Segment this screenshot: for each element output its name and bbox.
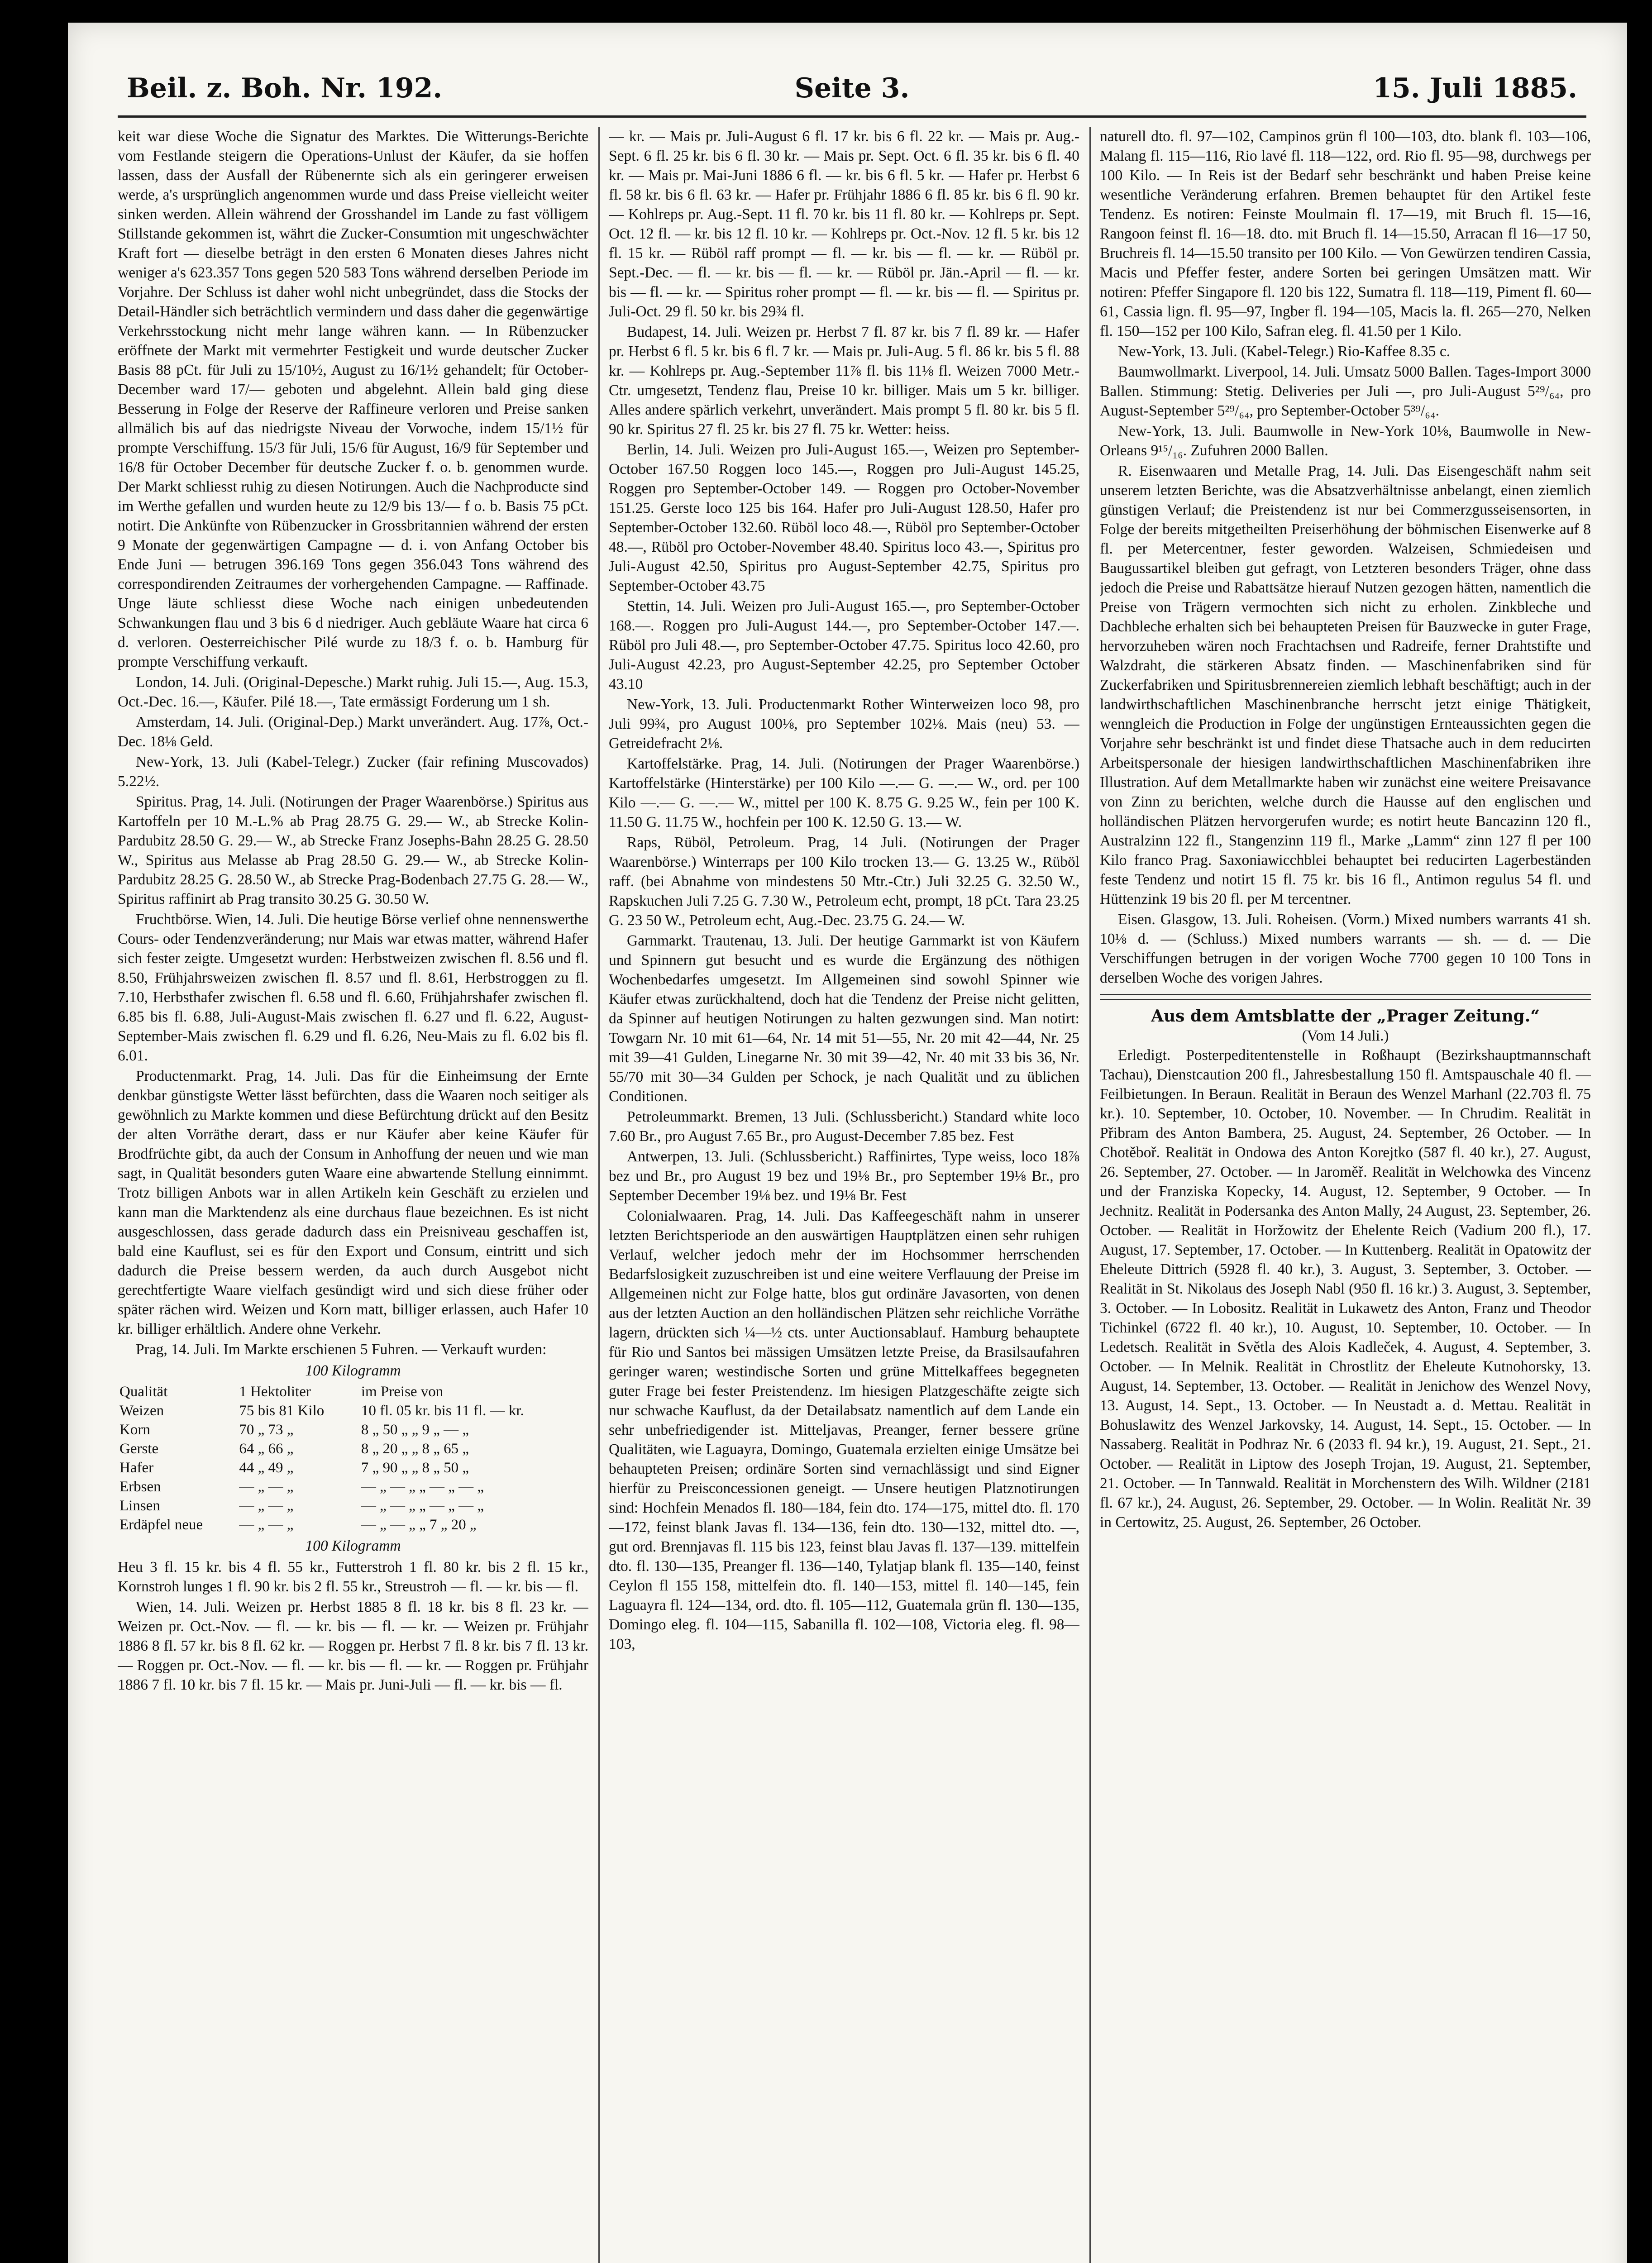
table-unit-foot: 100 Kilogramm [305, 1537, 401, 1554]
heu-stroh-prices: Heu 3 fl. 15 kr. bis 4 fl. 55 kr., Futterstroh 1 fl. 80 kr. bis 2 fl. 15 kr., Kornstroh lunges 1 fl. 90 kr. bis 2 fl. 55 kr., Streustroh — fl. — kr. bis — fl. [118, 1559, 588, 1595]
budapest-report: Budapest, 14. Juli. Weizen pr. Herbst 7 fl. 87 kr. bis 7 fl. 89 kr. — Hafer pr. Herbst 6 fl. 5 kr. bis 6 fl. 7 kr. — Mais pr. Juli-Aug. 5 fl. 86 kr. bis 5 fl. 88 kr. — Kohlreps pr. Aug.-September 11⅞ fl. bis 11⅛ fl. Weizen 7000 Metr.-Ctr. umgesetzt, Tendenz flau, Preise 10 kr. billiger. Mais um 5 kr. billiger. Alles andere spärlich verkehrt, unverändert. Mais prompt 5 fl. 80 kr. bis 5 fl. 90 kr. Spiritus 27 fl. 25 kr. bis 27 fl. 75 kr. Wetter: heiss. [609, 324, 1079, 438]
table-cell: 10 fl. 05 kr. bis 11 fl. — kr. [361, 1403, 524, 1419]
amsterdam-report: Amsterdam, 14. Juli. (Original-Dep.) Markt unverändert. Aug. 17⅞, Oct.-Dec. 18⅛ Geld. [118, 714, 588, 750]
table-header-cell: im Preise von [361, 1384, 444, 1400]
spiritus-report: Spiritus. Prag, 14. Juli. (Notirungen der Prager Waarenbörse.) Spiritus aus Kartoffeln per 10 M.-L.% ab Prag 28.75 G. 29.— W., ab Strecke Kolin-Pardubitz 28.50 G. 29.— W., ab Strecke Franz Josephs-Bahn 28.25 G. 28.50 W., Spiritus aus Melasse ab Prag 28.50 G. 29.— W., ab Strecke Kolin-Pardubitz 28.25 G. 28.50 W., ab Strecke Prag-Bodenbach 27.75 G. 28.— W., Spiritus raffinirt ab Prag transito 30.25 G. 30.50 W. [118, 793, 588, 907]
garnmarkt-report: Garnmarkt. Trautenau, 13. Juli. Der heutige Garnmarkt ist von Käufern und Spinnern gut besucht und es wurde die Ergänzung des nöthigen Wochenbedarfes umgesetzt. Im Allgemeinen sind sowohl Spinner wie Käufer etwas zurückhaltend, doch hat die Tendenz der Preise nicht gelitten, da Spinner auf heutigen Notirungen zu halten gezwungen sind. Man notirt: Towgarn Nr. 10 mit 61—64, Nr. 14 mit 51—55, Nr. 20 mit 42—44, Nr. 25 mit 39—41 Gulden, Linegarne Nr. 30 mit 39—42, Nr. 40 mit 33 bis 36, Nr. 55/70 mit 30—34 Gulden per Schock, je nach Qualität und zu üblichen Conditionen. [609, 932, 1079, 1105]
newyork-produce-report: New-York, 13. Juli. Productenmarkt Rother Winterweizen loco 98, pro Juli 99¾, pro August 100⅛, pro September 102⅛. Mais (neu) 53. — Getreidefracht 2⅛. [609, 696, 1079, 752]
table-header-cell: Qualität [119, 1384, 168, 1400]
table-cell: — „ — „ „ — „ — „ [361, 1498, 484, 1514]
page-number: Seite 3. [794, 72, 910, 104]
berlin-report: Berlin, 14. Juli. Weizen pro Juli-August 165.—, Weizen pro September-October 167.50 Roggen loco 145.—, Roggen pro Juli-August 145.25, Roggen pro September-October 149. — Roggen pro October-November 151.25. Gerste loco 125 bis 164. Hafer pro Juli-August 128.50, Hafer pro September-October 132.60. Rüböl loco 48.—, Rüböl pro September-October 48.—, Rüböl pro October-November 48.40. Spiritus loco 43.—, Spiritus pro Juli-August 42.50, Spiritus pro August-September 42.75, Spiritus pro September-October 43.75 [609, 441, 1079, 594]
baumwolle-report: Baumwollmarkt. Liverpool, 14. Juli. Umsatz 5000 Ballen. Tages-Import 3000 Ballen. Stimmung: Stetig. Deliveries per Juli —, pro Juli-August 5²⁹/₆₄, pro August-September 5²⁹/₆₄, pro September-October 5³⁹/₆₄. [1100, 363, 1591, 419]
colonial-report-cont: naturell dto. fl. 97—102, Campinos grün fl 100—103, dto. blank fl. 103—106, Malang fl. 115—116, Rio lavé fl. 118—122, ord. Rio fl. 95—98, durchwegs per 100 Kilo. — In Reis ist der Bedarf sehr beschränkt und haben Preise keine wesentliche Veränderung erfahren. Bremen behauptet für den Artikel feste Tendenz. Es notiren: Feinste Moulmain fl. 17—19, mit Bruch fl. 15—16, Rangoon feinst fl. 16—18. dto. mit Bruch fl. 14—15.50, Arracan fl 16—17 50, Bruchreis fl. 14—15.50 transito per 100 Kilo. — Von Gewürzen tendiren Cassia, Macis und Pfeffer fester, andere Sorten bei geringen Umsätzen matt. Wir notiren: Pfeffer Singapore fl. 120 bis 122, Sumatra fl. 118—119, Piment fl. 60—61, Cassia lign. fl. 95—97, Ingber fl. 194—105, Macis la. fl. 265—270, Nelken fl. 150—152 per 100 Kilo, Safran eleg. fl. 41.50 per 1 Kilo. [1100, 128, 1591, 339]
page-header [127, 72, 1577, 118]
table-cell: Linsen [119, 1498, 160, 1514]
table-row [118, 1515, 588, 1534]
table-cell: — „ — „ [239, 1479, 294, 1495]
table-cell: — „ — „ „ 7 „ 20 „ [361, 1517, 477, 1533]
table-cell: 8 „ 50 „ „ 9 „ — „ [361, 1422, 469, 1438]
newyork-sugar-report: New-York, 13. Juli (Kabel-Telegr.) Zucker (fair refining Muscovados) 5.22½. [118, 754, 588, 790]
raps-report: Raps, Rüböl, Petroleum. Prag, 14 Juli. (Notirungen der Prager Waarenbörse.) Winterraps per 100 Kilo trocken 13.— G. 13.25 W., Rüböl raff. (bei Abnahme von mindestens 50 Mtr.-Ctr.) Juli 32.25 G. 32.50 W., Rapskuchen Juli 7.25 G. 7.30 W., Petroleum echt, prompt, 18 pCt. Tara 23.25 G. 23 50 W., Petroleum echt, Aug.-Dec. 23.75 G. 24.— W. [609, 834, 1079, 929]
fruchtboerse-report: Fruchtbörse. Wien, 14. Juli. Die heutige Börse verlief ohne nennenswerthe Cours- oder Tendenzveränderung; nur Mais war etwas matter, während Hafer sich fester zeigte. Umgesetzt wurden: Herbstweizen zwischen fl. 8.56 und fl. 8.50, Frühjahrsweizen zwischen fl. 8.57 und fl. 8.61, Herbstroggen zu fl. 7.10, Herbsthafer zwischen fl. 6.58 und fl. 6.60, Frühjahrshafer zwischen fl. 6.85 bis fl. 6.88, Juli-August-Mais zwischen fl. 6.27 und fl. 6.22, August-September-Mais zwischen fl. 6.29 und fl. 6.26, Neu-Mais zu fl. 6.02 bis fl. 6.01. [118, 911, 588, 1064]
table-header-cell: 1 Hektoliter [239, 1384, 311, 1400]
column-divider [1089, 127, 1091, 2263]
section-rule [1100, 994, 1591, 1000]
table-cell: Gerste [119, 1441, 159, 1457]
amtsblatt-heading: Aus dem Amtsblatte der „Prager Zeitung.“ [1151, 1007, 1540, 1026]
colonial-report: Colonialwaaren. Prag, 14. Juli. Das Kaffeegeschäft nahm in unserer letzten Berichtsperiode an den auswärtigen Hauptplätzen einen sehr ruhigen Verlauf, welcher jedoch mehr der im Hochsommer herrschenden Bedarfslosigkeit zuzuschreiben ist und eine weitere Verflauung der Preise im Allgemeinen nicht zur Folge hatte, blos gut ordinäre Javasorten, von denen aus der letzten Auction an den holländischen Plätzen sehr reichliche Vorräthe lagern, drückten sich ¼—½ cts. unter Auctionsablauf. Hamburg behauptete für Rio und Santos bei mässigen Umsätzen letzte Preise, da Brasilsaufahren geringer waren; westindische Sorten und grüne Mittelkaffees begegneten guter Frage bei fester Preistendenz. Im hiesigen Platzgeschäfte zeigte sich nur schwache Kauflust, da der Detailabsatz namentlich auf dem Lande ein sehr unbefriedigender ist. Mitteljavas, Preanger, ferner bessere grüne Qualitäten, wie Laguayra, Domingo, Guatemala erzielten einige Umsätze bei behaupteten Preisen; ordinäre Sorten sind vernachlässigt und sind Eigner hierfür zu Preisconcessionen geneigt. — Unsere heutigen Platznotirungen sind: Hochfein Menados fl. 180—184, fein dto. 174—175, mittel dto. fl. 170—172, feinst blank Javas fl. 134—136, fein dto. 130—132, mittel dto. —, gut ord. Brennjavas fl. 115 bis 123, feinst blau Javas fl. 137—139. mittelfein dto. fl. 130—135, Preanger fl. 136—140, Tylatjap blank fl. 135—140, feinst Ceylon fl 155 158, mittelfein dto. fl. 140—153, mittel fl. 140—145, fein Laguayra fl. 124—134, ord. dto. fl. 105—112, Guatemala grün fl. 130—135, Domingo eleg. fl. 104—115, Sabanilla fl. 102—108, Victoria eleg. fl. 98—103, [609, 1208, 1079, 1652]
glasgow-report: Eisen. Glasgow, 13. Juli. Roheisen. (Vorm.) Mixed numbers warrants 41 sh. 10⅛ d. — (Schluss.) Mixed numbers warrants — sh. — d. — Die Verschiffungen betrugen in der vorigen Woche 7700 gegen 10 100 Tons in derselben Woche des vorigen Jahres. [1100, 911, 1591, 986]
table-row [118, 1477, 588, 1496]
table-cell: 64 „ 66 „ [239, 1441, 294, 1457]
column-divider [598, 127, 600, 2263]
wien-report-cont: — kr. — Mais pr. Juli-August 6 fl. 17 kr. bis 6 fl. 22 kr. — Mais pr. Aug.-Sept. 6 fl. 25 kr. bis 6 fl. 30 kr. — Mais pr. Sept. Oct. 6 fl. 35 kr. bis 6 fl. 40 kr. — Mais pr. Mai-Juni 1886 6 fl. — kr. bis 6 fl. 5 kr. — Hafer pr. Herbst 6 fl. 58 kr. bis 6 fl. 63 kr. — Hafer pr. Frühjahr 1886 6 fl. 85 kr. bis 6 fl. 90 kr. — Kohlreps pr. Aug.-Sept. 11 fl. 70 kr. bis 11 fl. 80 kr. — Kohlreps pr. Sept. Oct. 12 fl. — kr. bis 12 fl. 10 kr. — Kohlreps pr. Oct.-Nov. 12 fl. 5 kr. bis 12 fl. 15 kr. — Rüböl raff prompt — fl. — kr. bis — fl. — kr. — Rüböl pr. Sept.-Dec. — fl. — kr. bis — fl. — kr. — Rüböl pr. Jän.-April — fl. — kr. bis — fl. — kr. — Spiritus roher prompt — fl. — kr. bis — fl. — Spiritus pr. Juli-Oct. 29 fl. 50 kr. bis 29¾ fl. [609, 128, 1079, 320]
table-cell: 8 „ 20 „ „ 8 „ 65 „ [361, 1441, 469, 1457]
table-cell: Erdäpfel neue [119, 1517, 203, 1533]
table-cell: Korn [119, 1422, 150, 1438]
london-report: London, 14. Juli. (Original-Depesche.) Markt ruhig. Juli 15.—, Aug. 15.3, Oct.-Dec. 16.—, Käufer. Pilé 18.—, Tate ermässigt Forderung um 1 sh. [118, 674, 588, 710]
table-row [118, 1401, 588, 1420]
table-cell: 44 „ 49 „ [239, 1460, 294, 1476]
table-cell: Erbsen [119, 1479, 161, 1495]
newyork-kaffee-report: New-York, 13. Juli. (Kabel-Telegr.) Rio-Kaffee 8.35 c. [1118, 343, 1451, 360]
amtsblatt-date: (Vom 14 Juli.) [1302, 1027, 1389, 1044]
sugar-market-report: keit war diese Woche die Signatur des Marktes. Die Witterungs-Berichte vom Festlande steigern die Operations-Unlust der Käufer, da sie hoffen lassen, dass der Ausfall der Rübenernte sich als ein geringerer erweisen werde, a's ursprünglich angenommen wurde und dass Preise vielleicht weiter sinken werden. Allein während der Grosshandel im Lande zu fast völligem Stillstande gekommen ist, währt die Zucker-Consumtion mit ungeschwächter Kraft fort — dieselbe beträgt in den ersten 6 Monaten dieses Jahres nicht weniger a's 623.357 Tons gegen 520 583 Tons während derselben Periode im Vorjahre. Der Schluss ist daher wohl nicht unbegründet, dass die Stocks der Detail-Händler sich beträchtlich vermindern und dass daher die gegenwärtige Verkehrsstockung nicht mehr lange währen kann. — In Rübenzucker eröffnete der Markt mit vermehrter Festigkeit und wurde deutscher Zucker Basis 88 pCt. für Juli zu 15/10½, August zu 16/1½ gehandelt; für October-December ward 17/— geboten und abgelehnt. Allein bald ging diese Besserung in Folge der Reserve der Raffineure verloren und Preise sanken allmälich bis auf das niedrigste Niveau der Vorwoche, indem 15/1½ für prompte Verschiffung. 15/3 für Juli, 15/6 für August, 16/9 für September und 16/8 für October December für deutsche Zucker f. o. b. genommen wurde. Der Markt schliesst ruhig zu diesen Notirungen. Auch die Nachproducte sind im Werthe gefallen und wurden heute zu 12/9 bis 13/— f o. b. Basis 75 pCt. notirt. Die Ankünfte von Rübenzucker in Grossbritannien während der ersten 9 Monate der gegenwärtigen Campagne — d. i. von Anfang October bis Ende Juni — betrugen 396.169 Tons gegen 356.043 Tons während des correspondirenden Zeitraumes der vorhergehenden Campagne. — Raffinade. Unge läute schliesst diese Woche nach einigen unbedeutenden Schwankungen flau und 3 bis 6 d niedriger. Auch gebläute Waare hat circa 6 d. verloren. Oesterreichischer Pilé wurde zu 18/3 f. o. b. Hamburg für prompte Verschiffung verkauft. [118, 128, 588, 670]
markt-intro: Prag, 14. Juli. Im Markte erschienen 5 Fuhren. — Verkauft wurden: [136, 1341, 547, 1358]
header-rule [118, 115, 1586, 118]
stettin-report: Stettin, 14. Juli. Weizen pro Juli-August 165.—, pro September-October 168.—. Roggen pro Juli-August 144.—, pro September-October 147.—. Rüböl pro Juli 48.—, pro September-October 47.75. Spiritus loco 42.60, pro Juli-August 42.23, pro August-September 42.25, pro September October 43.10 [609, 598, 1079, 692]
table-unit-head: 100 Kilogramm [305, 1362, 401, 1379]
table-header-row [118, 1382, 588, 1401]
table-cell: Weizen [119, 1403, 164, 1419]
table-cell: — „ — „ [239, 1498, 294, 1514]
supplement-number: Beil. z. Boh. Nr. 192. [127, 72, 443, 104]
table-row [118, 1458, 588, 1477]
table-row [118, 1420, 588, 1439]
column-1 [118, 127, 588, 2263]
newyork-baumwolle-report: New-York, 13. Juli. Baumwolle in New-York 10⅛, Baumwolle in New-Orleans 9¹⁵/₁₆. Zufuhren 2000 Ballen. [1100, 423, 1591, 459]
table-row [118, 1439, 588, 1458]
table-cell: 70 „ 73 „ [239, 1422, 294, 1438]
table-row [118, 1496, 588, 1515]
table-cell: Hafer [119, 1460, 154, 1476]
columns [118, 127, 1591, 2263]
market-price-table [118, 1382, 588, 1534]
kartoffelstaerke-report: Kartoffelstärke. Prag, 14. Juli. (Notirungen der Prager Waarenbörse.) Kartoffelstärke (Hinterstärke) per 100 Kilo —.— G. —.— W., ord. per 100 Kilo —.— G. —.— W., mittel per 100 K. 8.75 G. 9.25 W., fein per 100 K. 11.50 G. 11.75 W., hochfein per 100 K. 12.50 G. 13.— W. [609, 755, 1079, 831]
amtsblatt-notices: Erledigt. Posterpeditentenstelle in Roßhaupt (Bezirkshauptmannschaft Tachau), Dienstcaution 200 fl., Jahresbestallung 150 fl. Amtspauschale 40 fl. — Feilbietungen. In Beraun. Realität in Beraun des Wenzel Marhanl (22.703 fl. 75 kr.). 10. September, 10. October, 10. November. — In Chrudim. Realität in Přibram des Anton Bambera, 25. August, 24. September, 26 October. — In Chotěboř. Realität in Ondowa des Anton Korejtko (587 fl. 40 kr.), 27. August, 26. September, 27. October. — In Jaroměř. Realität in Welchowka des Vincenz und der Franziska Kopecky, 14. August, 12. September, 9 October. — In Jechnitz. Realität in Podersanka des Anton Mally, 24 August, 23. September, 26. October. — Realität in Horžowitz der Ehelente Reich (Vadium 200 fl.), 17. August, 17. September, 17. October. — In Kuttenberg. Realität in Opatowitz der Eheleute Dittrich (5928 fl. 40 kr.), 3. August, 3. September, 3. October. — Realität in St. Nikolaus des Joseph Nabl (950 fl. 16 kr.) 3. August, 3. September, 3. October. — In Lobositz. Realität in Lukawetz des Anton, Franz und Theodor Tichinkel (6722 fl. 40 kr.), 10. August, 10. September, 10. October. — In Ledetsch. Realität in Světla des Alois Kadleček, 4. August, 4. September, 3. October. — In Melnik. Realität in Chrostlitz der Eheleute Kutnohorsky, 13. August, 14. September, 13. October. — Realität in Jenichow des Wenzel Novy, 13. August, 14. Sept., 13. October. — In Neustadt a. d. Mettau. Realität in Bohuslawitz des Wenzel Jarkovsky, 14. August, 14. Sept., 15. October. — In Nassaberg. Realität in Podhraz Nr. 6 (2033 fl. 94 kr.), 19. August, 21. Sept., 21. October. — Realität in Liptow des Joseph Trojan, 19. August, 21. September, 21. October. — In Tannwald. Realität in Morchenstern des Wilh. Wildner (2181 fl. 67 kr.), 24. August, 26. September, 29. October. — In Wolin. Realität Nr. 39 in Certowitz, 25. August, 26. September, 26 October. [1100, 1047, 1591, 1531]
newspaper-page [68, 23, 1627, 2263]
column-3 [1100, 127, 1591, 2263]
table-cell: — „ — „ „ — „ — „ [361, 1479, 484, 1495]
petroleum-report: Petroleummarkt. Bremen, 13 Juli. (Schlussbericht.) Standard white loco 7.60 Br., pro August 7.65 Br., pro August-December 7.85 bez. Fest [609, 1108, 1079, 1145]
eisen-report: R. Eisenwaaren und Metalle Prag, 14. Juli. Das Eisengeschäft nahm seit unserem letzten Berichte, was die Absatzverhältnisse anbelangt, einen ziemlich günstigen Verlauf; die Preistendenz ist nur bei Commerzgusseisensorten, in Folge der bereits mitgetheilten Preiserhöhung der böhmischen Eisenwerke auf 8 fl. per Metercentner, fester geworden. Walzeisen, Schmiedeisen und Baugussartikel bleiben gut gefragt, von Letzteren besonders Träger, ohne dass jedoch die Preise und Rabattsätze hierauf Nutzen gezogen hätten, namentlich die Preise von Trägern vermochten sich nicht zu erholen. Zinkbleche und Dachbleche erhalten sich bei behaupteten Preisen für Bauzwecke in guter Frage, hervorzuheben wären noch Frachtachsen und Radreife, ferner Drahtstifte und Walzdraht, die stärkeren Absatz finden. — Maschinenfabriken sind für Zuckerfabriken und Spiritusbrennereien ziemlich lebhaft beschäftigt; auch in der landwirthschaftlichen Maschinenbranche herrscht jetzt einige Thätigkeit, wenngleich die Production in Folge der ungünstigen Ernteaussichten gegen die Vorjahre sehr beschränkt ist und findet diese Thatsache auch in dem reducirten Arbeitspersonale der hiesigen landwirthschaftlichen Maschinenfabriken ihre Illustration. Auf dem Metallmarkte haben wir zunächst eine weitere Preisavance von Zinn zu berichten, welche durch die Hausse auf den englischen und holländischen Plätzen hervorgerufen wurde; es notirt heute Bancazinn 120 fl., Australzinn 122 fl., Stangenzinn 119 fl., Marke „Lamm“ zinn 127 fl per 100 Kilo franco Prag. Saxoniawicchblei behauptet bei reducirten Lagerbeständen feste Tendenz und notirt 15 fl. 75 kr. bis 16 fl., Antimon regulus 54 fl. und Hüttenzink 19 bis 20 fl. per M tercentner. [1100, 463, 1591, 907]
issue-date: 15. Juli 1885. [1373, 72, 1577, 104]
wien-report: Wien, 14. Juli. Weizen pr. Herbst 1885 8 fl. 18 kr. bis 8 fl. 23 kr. — Weizen pr. Oct.-Nov. — fl. — kr. bis — fl. — kr. — Weizen pr. Frühjahr 1886 8 fl. 57 kr. bis 8 fl. 62 kr. — Roggen pr. Herbst 7 fl. 8 kr. bis 7 fl. 13 kr. — Roggen pr. Oct.-Nov. — fl. — kr. bis — fl. — kr. — Roggen pr. Frühjahr 1886 7 fl. 10 kr. bis 7 fl. 15 kr. — Mais pr. Juni-Juli — fl. — kr. bis — fl. [118, 1599, 588, 1693]
table-cell: 75 bis 81 Kilo [239, 1403, 325, 1419]
column-2 [609, 127, 1079, 2263]
table-cell: — „ — „ [239, 1517, 294, 1533]
productenmarkt-report: Productenmarkt. Prag, 14. Juli. Das für die Einheimsung der Ernte denkbar günstigste Wetter lässt befürchten, dass die Waaren noch seitiger als gewöhnlich zu Markte kommen und diese Befürchtung drückt auf den Besitz der alten Vorräthe derart, dass er nur Käufer aber keine Käufer für Brodfrüchte gibt, da auch der Consum in Anhoffung der neuen und wie man sagt, in Qualität besonders guten Waare eine abwartende Stellung einnimmt. Trotz billigen Anbots war in allen Artikeln kein Geschäft zu erzielen und kann man die Marktendenz als eine durchaus flaue bezeichnen. Es ist nicht ausgeschlossen, dass gerade dadurch dass ein Preisniveau geschaffen ist, bald eine Kauflust, sei es für den Export und Consum, eintritt und sich dadurch die Preise bessern werden, da auch durch Ausgebot nicht gerechtfertigte Waare vielfach gesündigt wird und sich diese früher oder später rächen wird. Weizen und Korn matt, billiger erlassen, auch Hafer 10 kr. billiger erhältlich. Andere ohne Verkehr. [118, 1068, 588, 1337]
antwerpen-report: Antwerpen, 13. Juli. (Schlussbericht.) Raffinirtes, Type weiss, loco 18⅞ bez und Br., pro August 19 bez und 19⅛ Br., pro September 19⅛ Br., pro September December 19⅛ bez. und 19⅛ Br. Fest [609, 1148, 1079, 1204]
table-cell: 7 „ 90 „ „ 8 „ 50 „ [361, 1460, 469, 1476]
